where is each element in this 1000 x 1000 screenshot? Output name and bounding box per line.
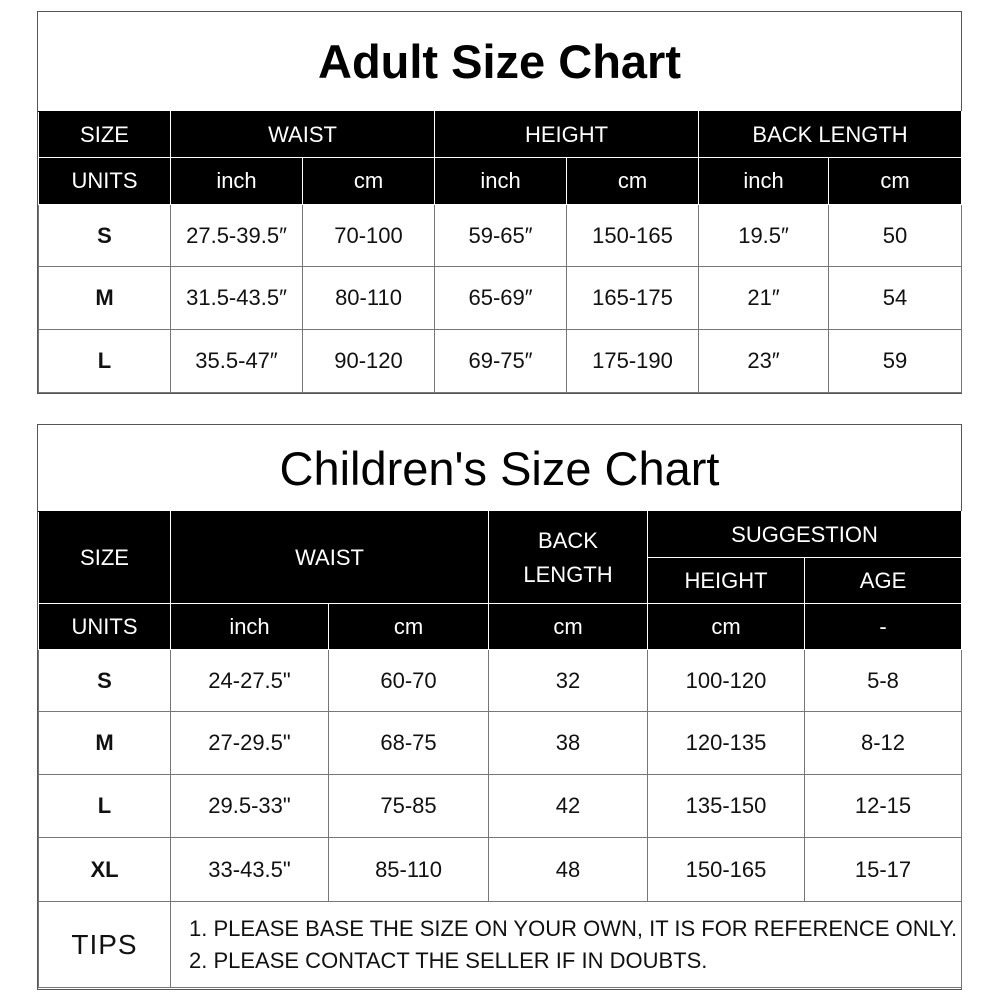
children-unit-age: - [805,604,962,650]
table-row [39,267,962,330]
adult-size-chart [37,11,962,394]
children-waist-inch-cell: 33-43.5" [171,838,329,902]
adult-size-table [38,111,962,393]
children-back-cm-cell: 38 [489,712,648,775]
children-chart-title: Children's Size Chart [279,441,720,495]
children-header-suggestion: SUGGESTION [648,512,962,558]
table-row [39,712,962,775]
children-waist-cm-cell: 85-110 [329,838,489,902]
children-header-back-line1: BACK [538,527,598,553]
children-age-cell: 15-17 [805,838,962,902]
adult-chart-title: Adult Size Chart [318,35,681,88]
children-header-height: HEIGHT [648,558,805,604]
adult-height-cm-cell: 165-175 [567,267,699,330]
children-header-back-line2: LENGTH [523,561,613,587]
children-waist-cm-cell: 68-75 [329,712,489,775]
children-age-cell: 8-12 [805,712,962,775]
adult-back-cm-cell: 50 [829,205,962,267]
adult-size-cell: S [39,205,171,267]
adult-units-label: UNITS [39,158,171,205]
adult-height-inch-cell: 59-65″ [435,205,567,267]
adult-back-inch-cell: 21″ [699,267,829,330]
adult-header-waist: WAIST [171,112,435,158]
adult-waist-inch-cell: 31.5-43.5″ [171,267,303,330]
children-size-chart [37,424,962,990]
children-header-row [39,512,962,558]
adult-header-height: HEIGHT [435,112,699,158]
children-unit-height-cm: cm [648,604,805,650]
children-waist-inch-cell: 27-29.5" [171,712,329,775]
children-back-cm-cell: 32 [489,650,648,712]
table-row [39,330,962,393]
children-height-cm-cell: 100-120 [648,650,805,712]
children-age-cell: 5-8 [805,650,962,712]
children-back-cm-cell: 42 [489,775,648,838]
children-header-back-length [489,512,648,604]
children-size-cell: S [39,650,171,712]
children-unit-back-cm: cm [489,604,648,650]
children-size-cell: M [39,712,171,775]
table-row [39,650,962,712]
tips-line-1: 1. PLEASE BASE THE SIZE ON YOUR OWN, IT IS FOR REFERENCE ONLY. [189,915,958,941]
tips-line-2: 2. PLEASE CONTACT THE SELLER IF IN DOUBTS. [189,947,708,973]
adult-unit-back-inch: inch [699,158,829,205]
children-header-size: SIZE [39,512,171,604]
adult-unit-waist-cm: cm [303,158,435,205]
adult-unit-back-cm: cm [829,158,962,205]
adult-waist-cm-cell: 90-120 [303,330,435,393]
children-age-cell: 12-15 [805,775,962,838]
adult-unit-waist-inch: inch [171,158,303,205]
adult-header-size: SIZE [39,112,171,158]
children-height-cm-cell: 120-135 [648,712,805,775]
children-back-cm-cell: 48 [489,838,648,902]
children-waist-inch-cell: 24-27.5" [171,650,329,712]
adult-back-cm-cell: 59 [829,330,962,393]
children-waist-inch-cell: 29.5-33" [171,775,329,838]
adult-waist-inch-cell: 35.5-47″ [171,330,303,393]
adult-units-row [39,158,962,205]
adult-waist-cm-cell: 70-100 [303,205,435,267]
children-size-cell: XL [39,838,171,902]
adult-height-inch-cell: 69-75″ [435,330,567,393]
tips-label: TIPS [39,902,171,988]
children-header-age: AGE [805,558,962,604]
adult-size-cell: M [39,267,171,330]
children-size-table [38,511,962,988]
children-waist-cm-cell: 75-85 [329,775,489,838]
children-unit-waist-inch: inch [171,604,329,650]
children-waist-cm-cell: 60-70 [329,650,489,712]
children-height-cm-cell: 150-165 [648,838,805,902]
adult-header-row [39,112,962,158]
tips-content [171,902,962,988]
adult-back-inch-cell: 23″ [699,330,829,393]
children-units-row [39,604,962,650]
adult-header-back-length: BACK LENGTH [699,112,962,158]
adult-back-inch-cell: 19.5″ [699,205,829,267]
table-row [39,838,962,902]
adult-waist-cm-cell: 80-110 [303,267,435,330]
adult-size-cell: L [39,330,171,393]
children-height-cm-cell: 135-150 [648,775,805,838]
children-units-label: UNITS [39,604,171,650]
children-size-cell: L [39,775,171,838]
table-row [39,205,962,267]
children-header-waist: WAIST [171,512,489,604]
adult-waist-inch-cell: 27.5-39.5″ [171,205,303,267]
children-unit-waist-cm: cm [329,604,489,650]
adult-unit-height-inch: inch [435,158,567,205]
adult-height-inch-cell: 65-69″ [435,267,567,330]
table-row [39,775,962,838]
adult-height-cm-cell: 175-190 [567,330,699,393]
adult-unit-height-cm: cm [567,158,699,205]
tips-row [39,902,962,988]
adult-back-cm-cell: 54 [829,267,962,330]
adult-height-cm-cell: 150-165 [567,205,699,267]
